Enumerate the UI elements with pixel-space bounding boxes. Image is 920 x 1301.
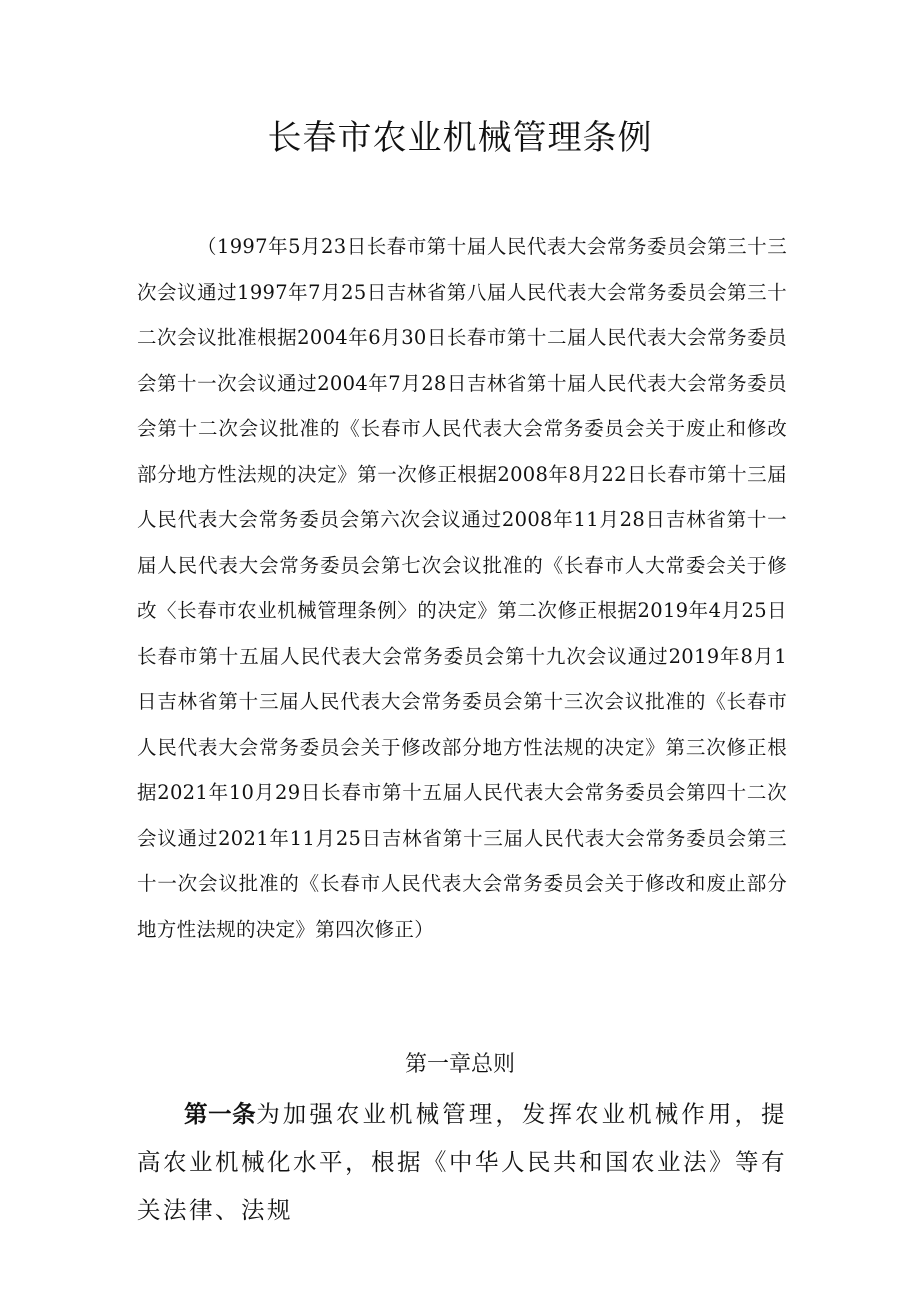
article-label: 第一条 [184,1100,257,1128]
article-1 [137,1090,787,1234]
amendment-history-note: （1997年5月23日长春市第十届人民代表大会常务委员会第三十三次会议通过1997年7月25日吉林省第八届人民代表大会常务委员会第三十二次会议批准根据2004年6月30日长春市第十二届人民代表大会常务委员会第十一次会议通过2004年7月28日吉林省第十届人民代表大会常务委员会第十二次会议批准的《长春市人民代表大会常务委员会关于废止和修改部分地方性法规的决定》第一次修正根据2008年8月22日长春市第十三届人民代表大会常务委员会第六次会议通过2008年11月28日吉林省第十一届人民代表大会常务委员会第七次会议批准的《长春市人大常委会关于修改〈长春市农业机械管理条例〉的决定》第二次修正根据2019年4月25日长春市第十五届人民代表大会常务委员会第十九次会议通过2019年8月1日吉林省第十三届人民代表大会常务委员会第十三次会议批准的《长春市人民代表大会常务委员会关于修改部分地方性法规的决定》第三次修正根据2021年10月29日长春市第十五届人民代表大会常务委员会第四十二次会议通过2021年11月25日吉林省第十三届人民代表大会常务委员会第三十一次会议批准的《长春市人民代表大会常务委员会关于修改和废止部分地方性法规的决定》第四次修正） [137,235,787,941]
chapter-heading: 第一章总则 [404,1052,515,1077]
article-text: 为加强农业机械管理，发挥农业机械作用，提高农业机械化水平，根据《中华人民共和国农业法》等有关法律、法规 [137,1100,788,1224]
document-title: 长春市农业机械管理条例 [267,118,653,158]
